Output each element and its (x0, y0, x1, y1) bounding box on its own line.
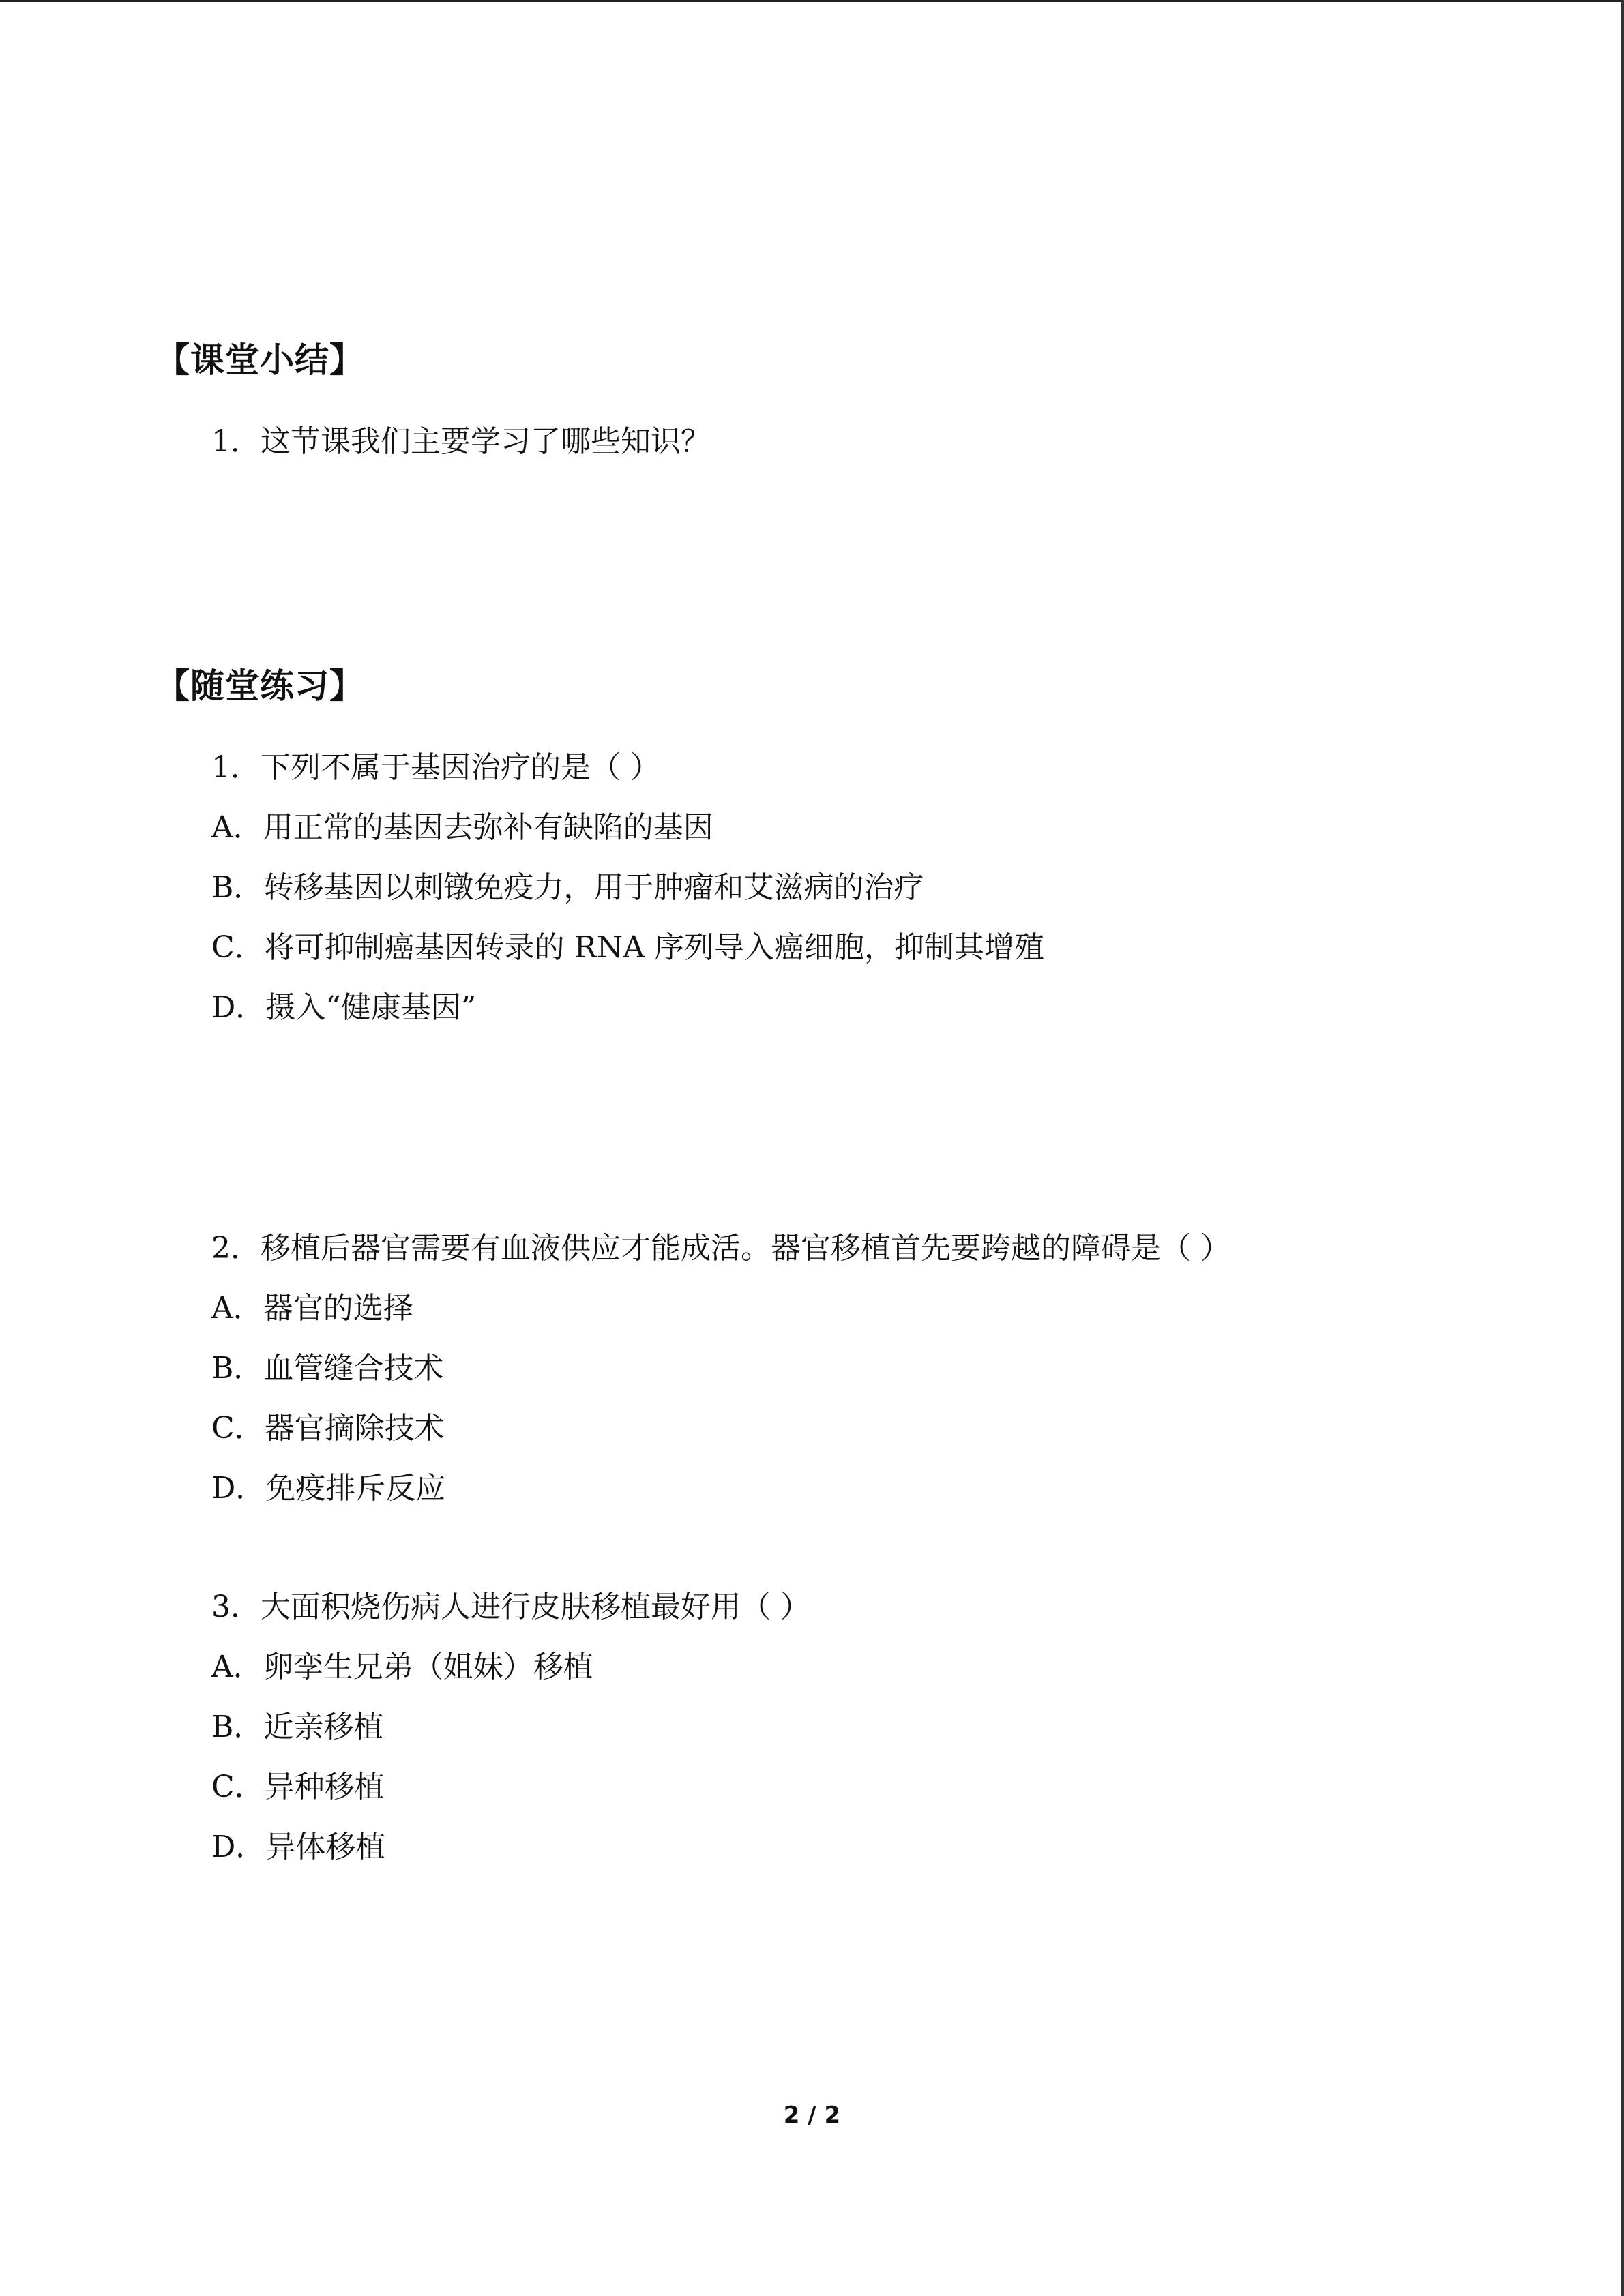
question-3-option-c: C．异种移植 (211, 1770, 385, 1804)
question-2-option-a: A．器官的选择 (211, 1291, 413, 1326)
summary-heading: 【课堂小结】 (156, 340, 364, 380)
question-2-option-d: D．免疫排斥反应 (211, 1471, 446, 1506)
question-2-stem: 2．移植后器官需要有血液供应才能成活。器官移植首先要跨越的障碍是（ ） (211, 1231, 1230, 1266)
page-right-border (1621, 0, 1624, 2296)
question-2-option-c: C．器官摘除技术 (211, 1411, 445, 1446)
question-1-option-a: A．用正常的基因去弥补有缺陷的基因 (211, 810, 713, 845)
question-1-option-c: C．将可抑制癌基因转录的 RNA 序列导入癌细胞，抑制其增殖 (211, 930, 1045, 965)
question-3-option-b: B．近亲移植 (211, 1710, 384, 1744)
question-3-stem: 3．大面积烧伤病人进行皮肤移植最好用（ ） (211, 1590, 810, 1624)
question-1-option-d: D．摄入“健康基因” (211, 990, 477, 1025)
question-1-option-b: B．转移基因以刺镦免疫力，用于肿瘤和艾滋病的治疗 (211, 870, 924, 905)
page-top-border (0, 0, 1624, 2)
question-3-option-a: A．卵孪生兄弟（姐妹）移植 (211, 1650, 593, 1684)
question-2-option-b: B．血管缝合技术 (211, 1351, 444, 1386)
question-1-stem: 1．下列不属于基因治疗的是（ ） (211, 750, 660, 785)
summary-question-1: 1．这节课我们主要学习了哪些知识？ (211, 424, 711, 459)
page-number: 2 / 2 (783, 2102, 841, 2129)
question-3-option-d: D．异体移植 (211, 1830, 386, 1864)
practice-heading: 【随堂练习】 (156, 666, 364, 706)
